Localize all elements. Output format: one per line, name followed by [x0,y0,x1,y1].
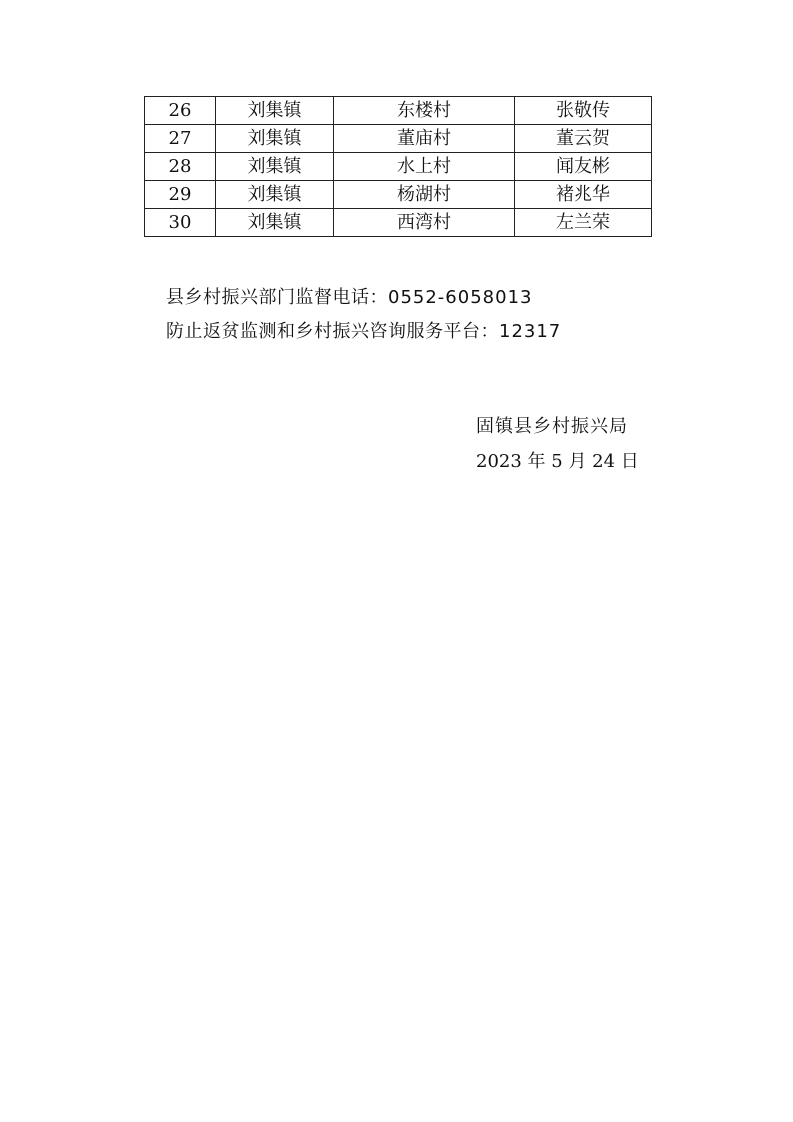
consultation-platform-number: 12317 [499,321,562,342]
person-name-cell: 闻友彬 [515,153,652,181]
issuing-organization: 固镇县乡村振兴局 [476,416,628,437]
person-name-cell: 左兰荣 [515,209,652,237]
person-name-cell: 褚兆华 [515,181,652,209]
table-row [145,97,652,125]
table-row [145,209,652,237]
row-number: 27 [145,125,216,153]
table-row [145,153,652,181]
supervision-hotline [166,284,532,312]
issue-date-month-char: 月 [562,451,593,472]
issue-date-day-char: 日 [615,451,639,472]
row-number: 28 [145,153,216,181]
person-name-cell: 董云贺 [515,125,652,153]
town-cell: 刘集镇 [216,97,334,125]
person-name-cell: 张敬传 [515,97,652,125]
village-cell: 西湾村 [334,209,515,237]
village-cell: 杨湖村 [334,181,515,209]
town-cell: 刘集镇 [216,125,334,153]
roster-table [144,96,652,237]
village-cell: 董庙村 [334,125,515,153]
row-number: 26 [145,97,216,125]
town-cell: 刘集镇 [216,181,334,209]
roster-table-body [145,97,652,237]
consultation-platform-label: 防止返贫监测和乡村振兴咨询服务平台： [166,321,499,342]
village-cell: 东楼村 [334,97,515,125]
issue-date-day: 24 [592,451,616,472]
supervision-hotline-label: 县乡村振兴部门监督电话： [166,287,388,308]
table-row [145,125,652,153]
supervision-hotline-number: 0552-6058013 [388,287,533,308]
issue-date-year: 2023 [476,451,522,472]
issue-date [476,448,639,476]
village-cell: 水上村 [334,153,515,181]
table-row [145,181,652,209]
town-cell: 刘集镇 [216,209,334,237]
row-number: 30 [145,209,216,237]
town-cell: 刘集镇 [216,153,334,181]
consultation-platform [166,318,561,346]
row-number: 29 [145,181,216,209]
issue-date-month: 5 [551,451,563,472]
issue-date-year-char: 年 [521,451,552,472]
